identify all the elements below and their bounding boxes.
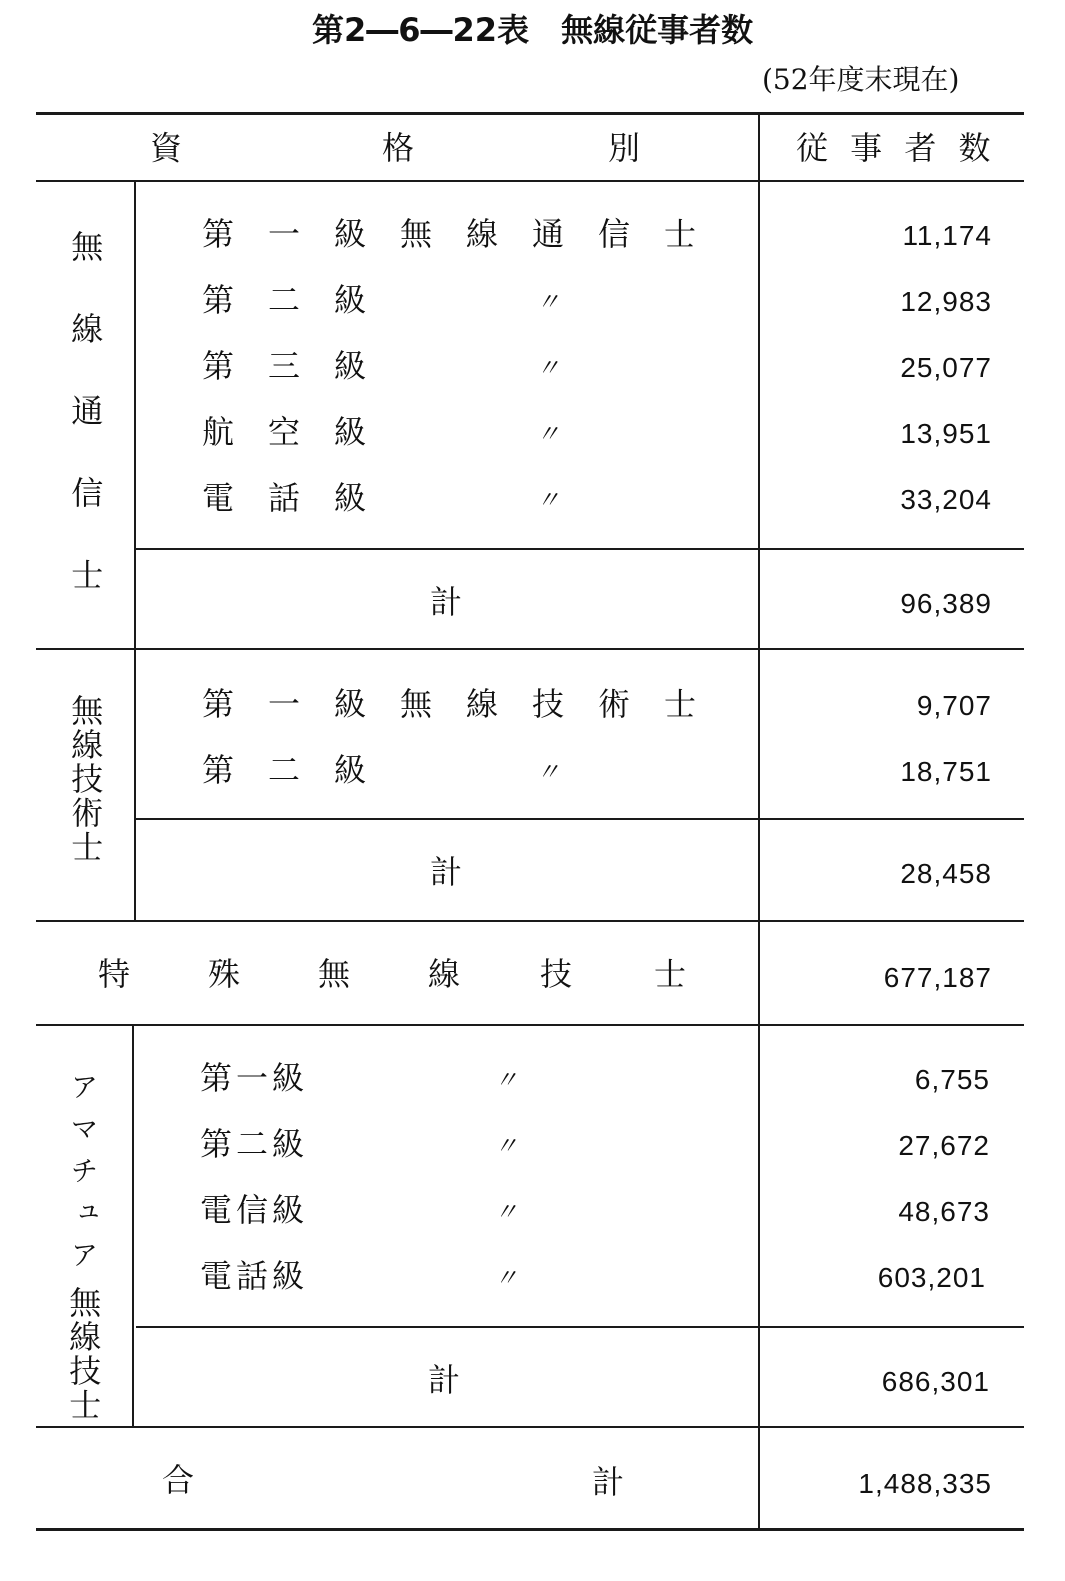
row-value: 27,672 xyxy=(898,1130,990,1161)
ditto-mark: 〃 xyxy=(494,1198,518,1226)
row-value: 33,204 xyxy=(900,484,992,515)
subtotal-value: 96,389 xyxy=(900,588,992,619)
group-amateur-kana: アマチュア xyxy=(66,1072,100,1282)
grand-total-char-2: 計 xyxy=(592,1463,625,1501)
header-count: 従 事 者 数 xyxy=(796,129,997,167)
row-label: 第三級 xyxy=(202,347,401,385)
row-label: 電信級 xyxy=(200,1191,309,1229)
subtotal-value: 28,458 xyxy=(900,858,992,889)
rule-g3-end xyxy=(36,1426,1024,1428)
row-value: 11,174 xyxy=(902,220,992,251)
rule-g1-end xyxy=(36,648,1024,650)
rule-g2-end xyxy=(36,920,1024,922)
special-char-1: 特 xyxy=(98,955,131,993)
rule-count-col xyxy=(758,112,760,1530)
subtotal-value: 686,301 xyxy=(881,1366,990,1397)
row-label: 第二級 xyxy=(200,1125,309,1163)
ditto-mark: 〃 xyxy=(536,288,560,316)
row-label: 電話級 xyxy=(200,1257,309,1295)
group-radio-operator-label xyxy=(64,230,104,651)
subtotal-label: 計 xyxy=(428,1361,461,1399)
row-value: 48,673 xyxy=(898,1196,990,1227)
grand-total-value: 1,488,335 xyxy=(858,1468,992,1499)
group-radio-engineer-text: 無線技術士 xyxy=(66,694,105,864)
group-amateur-kanji: 無線技士 xyxy=(64,1286,103,1422)
group-radio-engineer-label xyxy=(64,694,104,875)
ditto-mark: 〃 xyxy=(536,420,560,448)
rule-header-bottom xyxy=(36,180,1024,182)
rule-g3-sub xyxy=(136,1326,1024,1328)
grand-total-char-1: 合 xyxy=(162,1461,195,1499)
row-label: 第一級 xyxy=(200,1059,309,1097)
rule-special-end xyxy=(36,1024,1024,1026)
header-col3: 別 xyxy=(608,129,641,167)
group-radio-operator-text: 無線通信士 xyxy=(66,230,105,640)
subtotal-label: 計 xyxy=(430,583,463,621)
table-title: 第2―6―22表 無線従事者数 xyxy=(312,11,754,49)
rule-g2-sub xyxy=(136,818,1024,820)
row-label: 第一級無線技術士 xyxy=(202,685,731,723)
row-value: 18,751 xyxy=(900,756,992,787)
unit-note: (52年度末現在) xyxy=(762,63,960,96)
row-label: 第二級 xyxy=(202,751,401,789)
row-value: 12,983 xyxy=(900,286,992,317)
ditto-mark: 〃 xyxy=(536,758,560,786)
row-label: 航空級 xyxy=(202,413,401,451)
row-value: 25,077 xyxy=(900,352,992,383)
row-label: 第一級無線通信士 xyxy=(202,215,731,253)
special-char-5: 技 xyxy=(540,955,573,993)
row-value: 603,201 xyxy=(877,1262,986,1293)
ditto-mark: 〃 xyxy=(536,354,560,382)
rule-g1-sub xyxy=(136,548,1024,550)
rule-g2-cat xyxy=(134,650,136,920)
group-amateur-label xyxy=(62,1072,102,1422)
subtotal-label: 計 xyxy=(430,853,463,891)
ditto-mark: 〃 xyxy=(494,1132,518,1160)
row-label: 第二級 xyxy=(202,281,401,319)
rule-g3-cat xyxy=(132,1026,134,1426)
row-value: 6,755 xyxy=(914,1064,990,1095)
rule-top xyxy=(36,112,1024,115)
row-label: 電話級 xyxy=(202,479,401,517)
special-char-4: 線 xyxy=(428,955,461,993)
special-value: 677,187 xyxy=(883,962,992,993)
ditto-mark: 〃 xyxy=(494,1066,518,1094)
row-value: 13,951 xyxy=(900,418,992,449)
row-value: 9,707 xyxy=(916,690,992,721)
rule-g1-cat xyxy=(134,182,136,648)
header-col2: 格 xyxy=(382,129,415,167)
ditto-mark: 〃 xyxy=(494,1264,518,1292)
special-char-3: 無 xyxy=(318,955,351,993)
header-col1: 資 xyxy=(150,129,183,167)
rule-bottom xyxy=(36,1528,1024,1531)
special-char-2: 殊 xyxy=(208,955,241,993)
ditto-mark: 〃 xyxy=(536,486,560,514)
special-char-6: 士 xyxy=(654,955,687,993)
